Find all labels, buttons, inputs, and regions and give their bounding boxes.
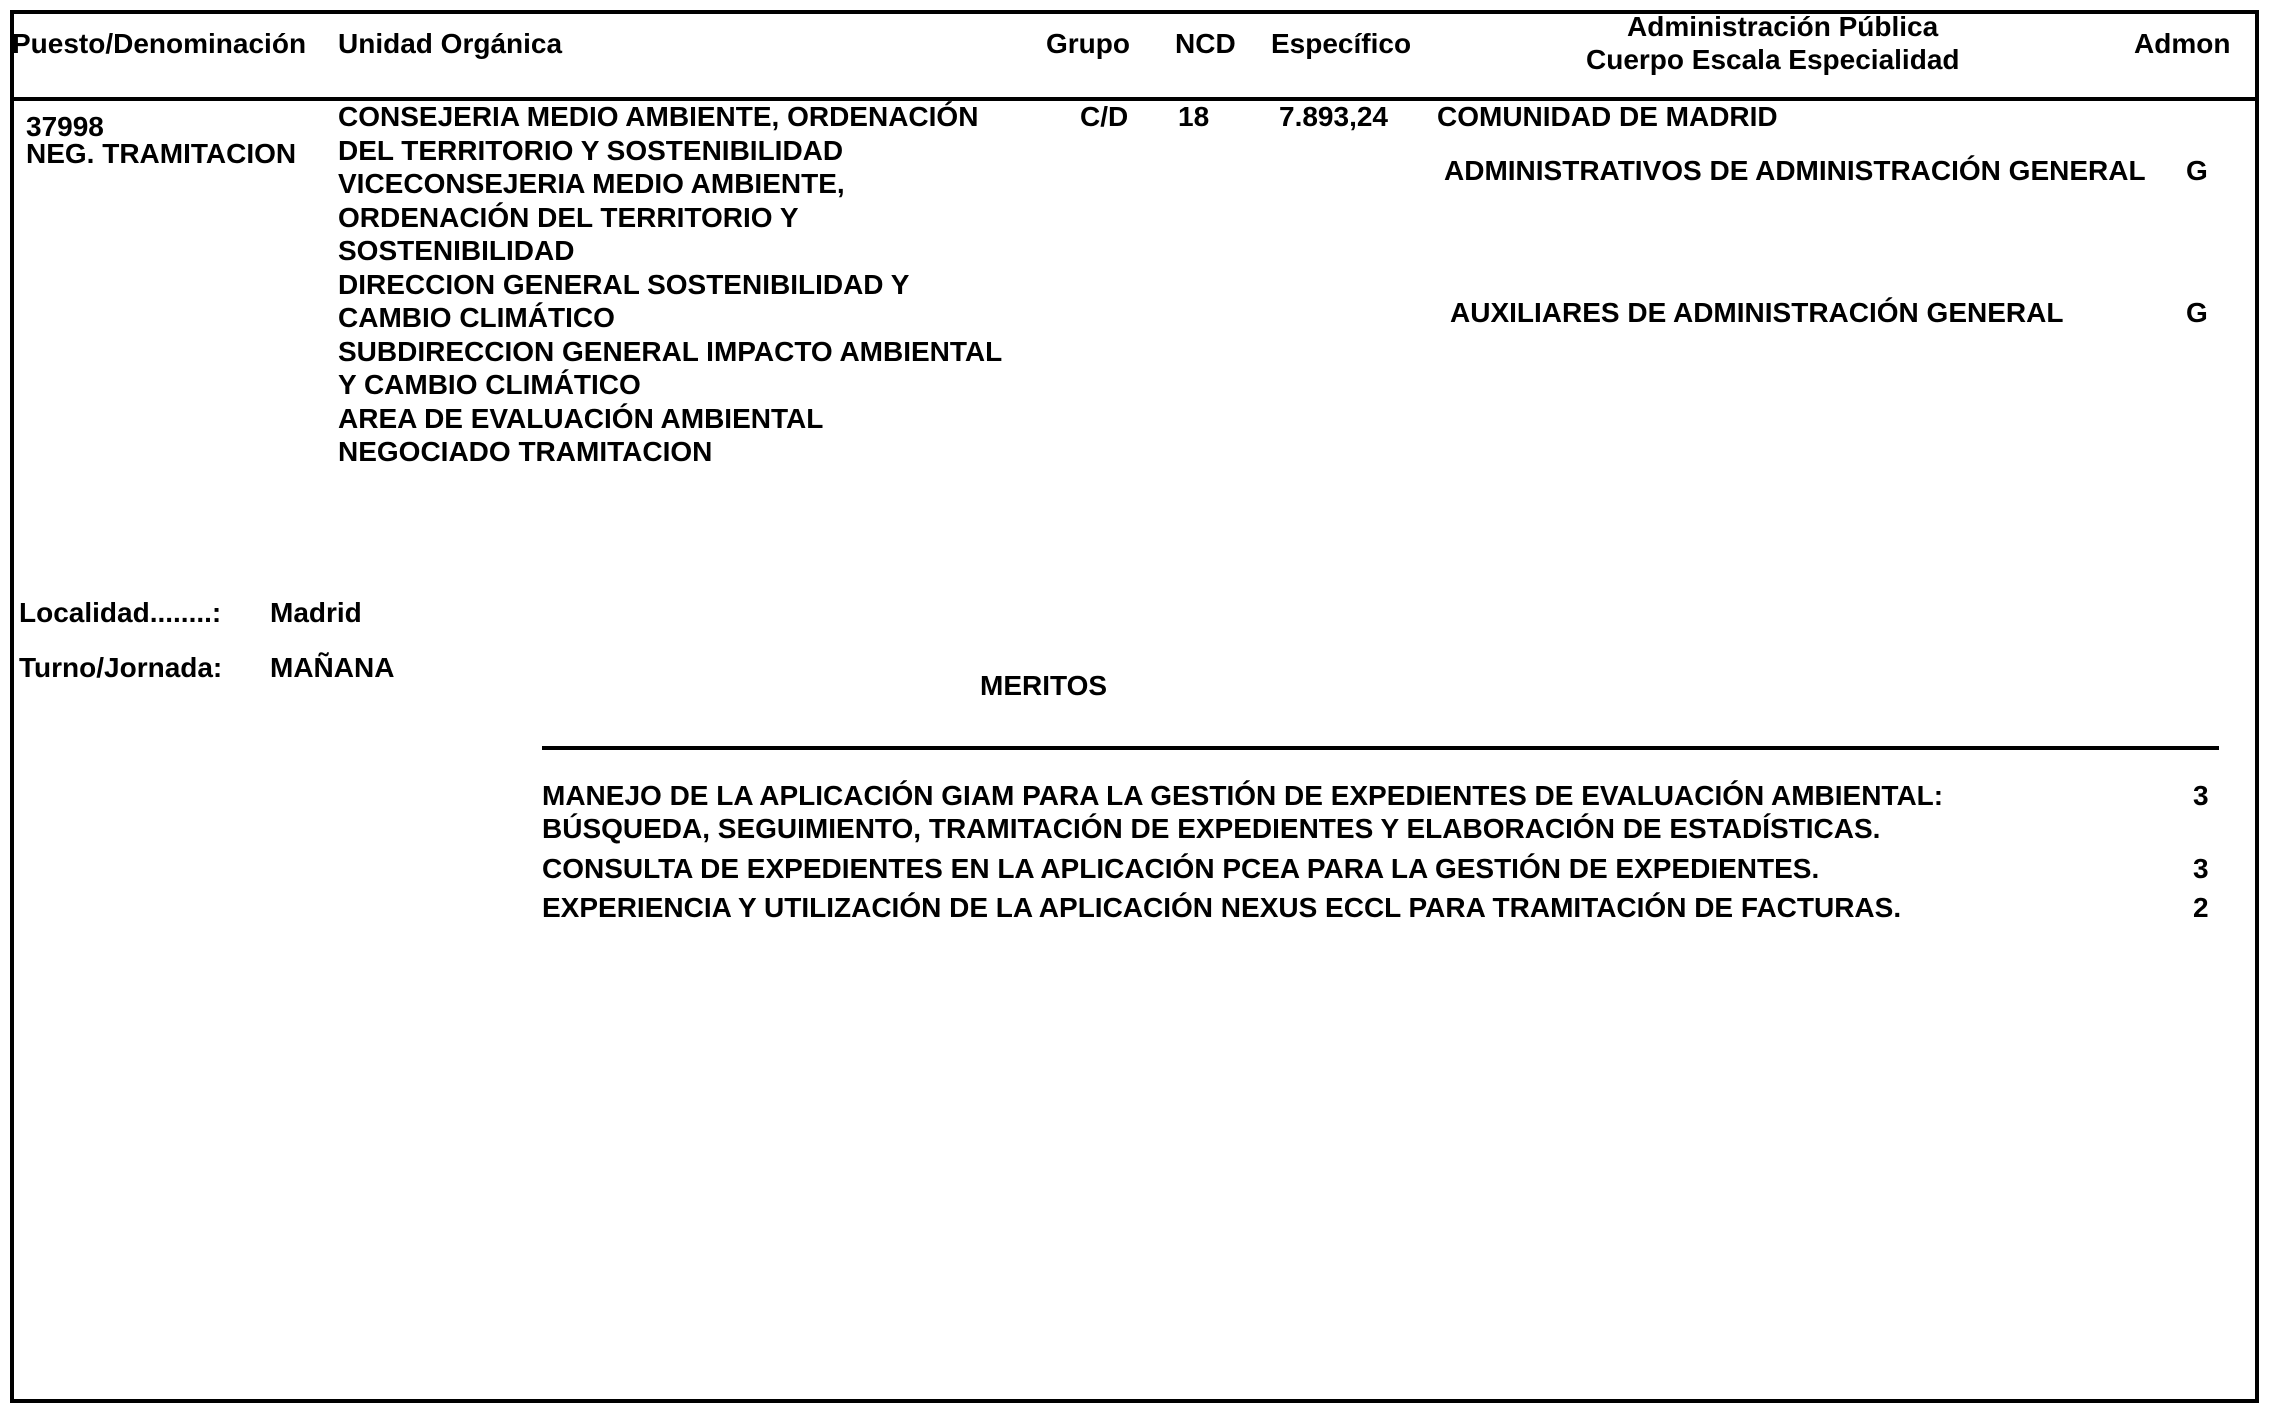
header-especifico: Específico [1271, 28, 1412, 59]
cuerpo-admon: G [2186, 297, 2208, 328]
puesto-codigo: 37998 [26, 111, 104, 142]
unidad-line: ORDENACIÓN DEL TERRITORIO Y [338, 201, 799, 233]
especifico-value: 7.893,24 [1279, 101, 1388, 132]
turno-value: MAÑANA [270, 652, 395, 683]
meritos-divider [542, 746, 2219, 750]
unidad-line: DIRECCION GENERAL SOSTENIBILIDAD Y [338, 268, 910, 300]
unidad-organica [338, 100, 1002, 469]
meritos-title: MERITOS [980, 670, 1108, 701]
localidad-label: Localidad........: [19, 597, 222, 628]
header-cuerpo-escala: Cuerpo Escala Especialidad [1586, 44, 1960, 75]
unidad-line: DEL TERRITORIO Y SOSTENIBILIDAD [338, 134, 844, 166]
merito-item-line: MANEJO DE LA APLICACIÓN GIAM PARA LA GESTIÓN DE EXPEDIENTES DE EVALUACIÓN AMBIENTAL: [542, 780, 1944, 811]
merito-item-line: BÚSQUEDA, SEGUIMIENTO, TRAMITACIÓN DE EXPEDIENTES Y ELABORACIÓN DE ESTADÍSTICAS. [542, 813, 1881, 844]
unidad-line: CAMBIO CLIMÁTICO [338, 302, 615, 333]
administracion-value: COMUNIDAD DE MADRID [1437, 101, 1778, 132]
cuerpo-name: ADMINISTRATIVOS DE ADMINISTRACIÓN GENERAL [1444, 155, 2146, 186]
header-admin-publica: Administración Pública [1627, 11, 1939, 42]
merito-points: 3 [2193, 780, 2209, 811]
unidad-line: SUBDIRECCION GENERAL IMPACTO AMBIENTAL [338, 335, 1003, 367]
header-admon: Admon [2134, 28, 2231, 59]
header-unidad: Unidad Orgánica [338, 28, 563, 59]
localidad-value: Madrid [270, 597, 362, 628]
cuerpo-admon: G [2186, 155, 2208, 186]
puesto-denominacion: NEG. TRAMITACION [26, 138, 297, 169]
cuerpo-name: AUXILIARES DE ADMINISTRACIÓN GENERAL [1450, 297, 2064, 328]
merito-points: 3 [2193, 853, 2209, 884]
unidad-line: AREA DE EVALUACIÓN AMBIENTAL [338, 402, 824, 434]
unidad-line: CONSEJERIA MEDIO AMBIENTE, ORDENACIÓN [338, 101, 979, 132]
header-grupo: Grupo [1046, 28, 1130, 59]
unidad-line: VICECONSEJERIA MEDIO AMBIENTE, [338, 168, 845, 199]
ncd-value: 18 [1178, 101, 1210, 132]
unidad-line: Y CAMBIO CLIMÁTICO [338, 369, 641, 400]
header-puesto: Puesto/Denominación [12, 28, 307, 59]
header-ncd: NCD [1175, 28, 1236, 59]
merito-item-line: CONSULTA DE EXPEDIENTES EN LA APLICACIÓN PCEA PARA LA GESTIÓN DE EXPEDIENTES. [542, 853, 1820, 884]
merito-points: 2 [2193, 892, 2209, 923]
turno-label: Turno/Jornada: [19, 652, 223, 683]
unidad-line: NEGOCIADO TRAMITACION [338, 436, 713, 467]
unidad-line: SOSTENIBILIDAD [338, 235, 575, 266]
grupo-value: C/D [1080, 101, 1129, 132]
merito-item-line: EXPERIENCIA Y UTILIZACIÓN DE LA APLICACIÓN NEXUS ECCL PARA TRAMITACIÓN DE FACTURAS. [542, 892, 1902, 923]
